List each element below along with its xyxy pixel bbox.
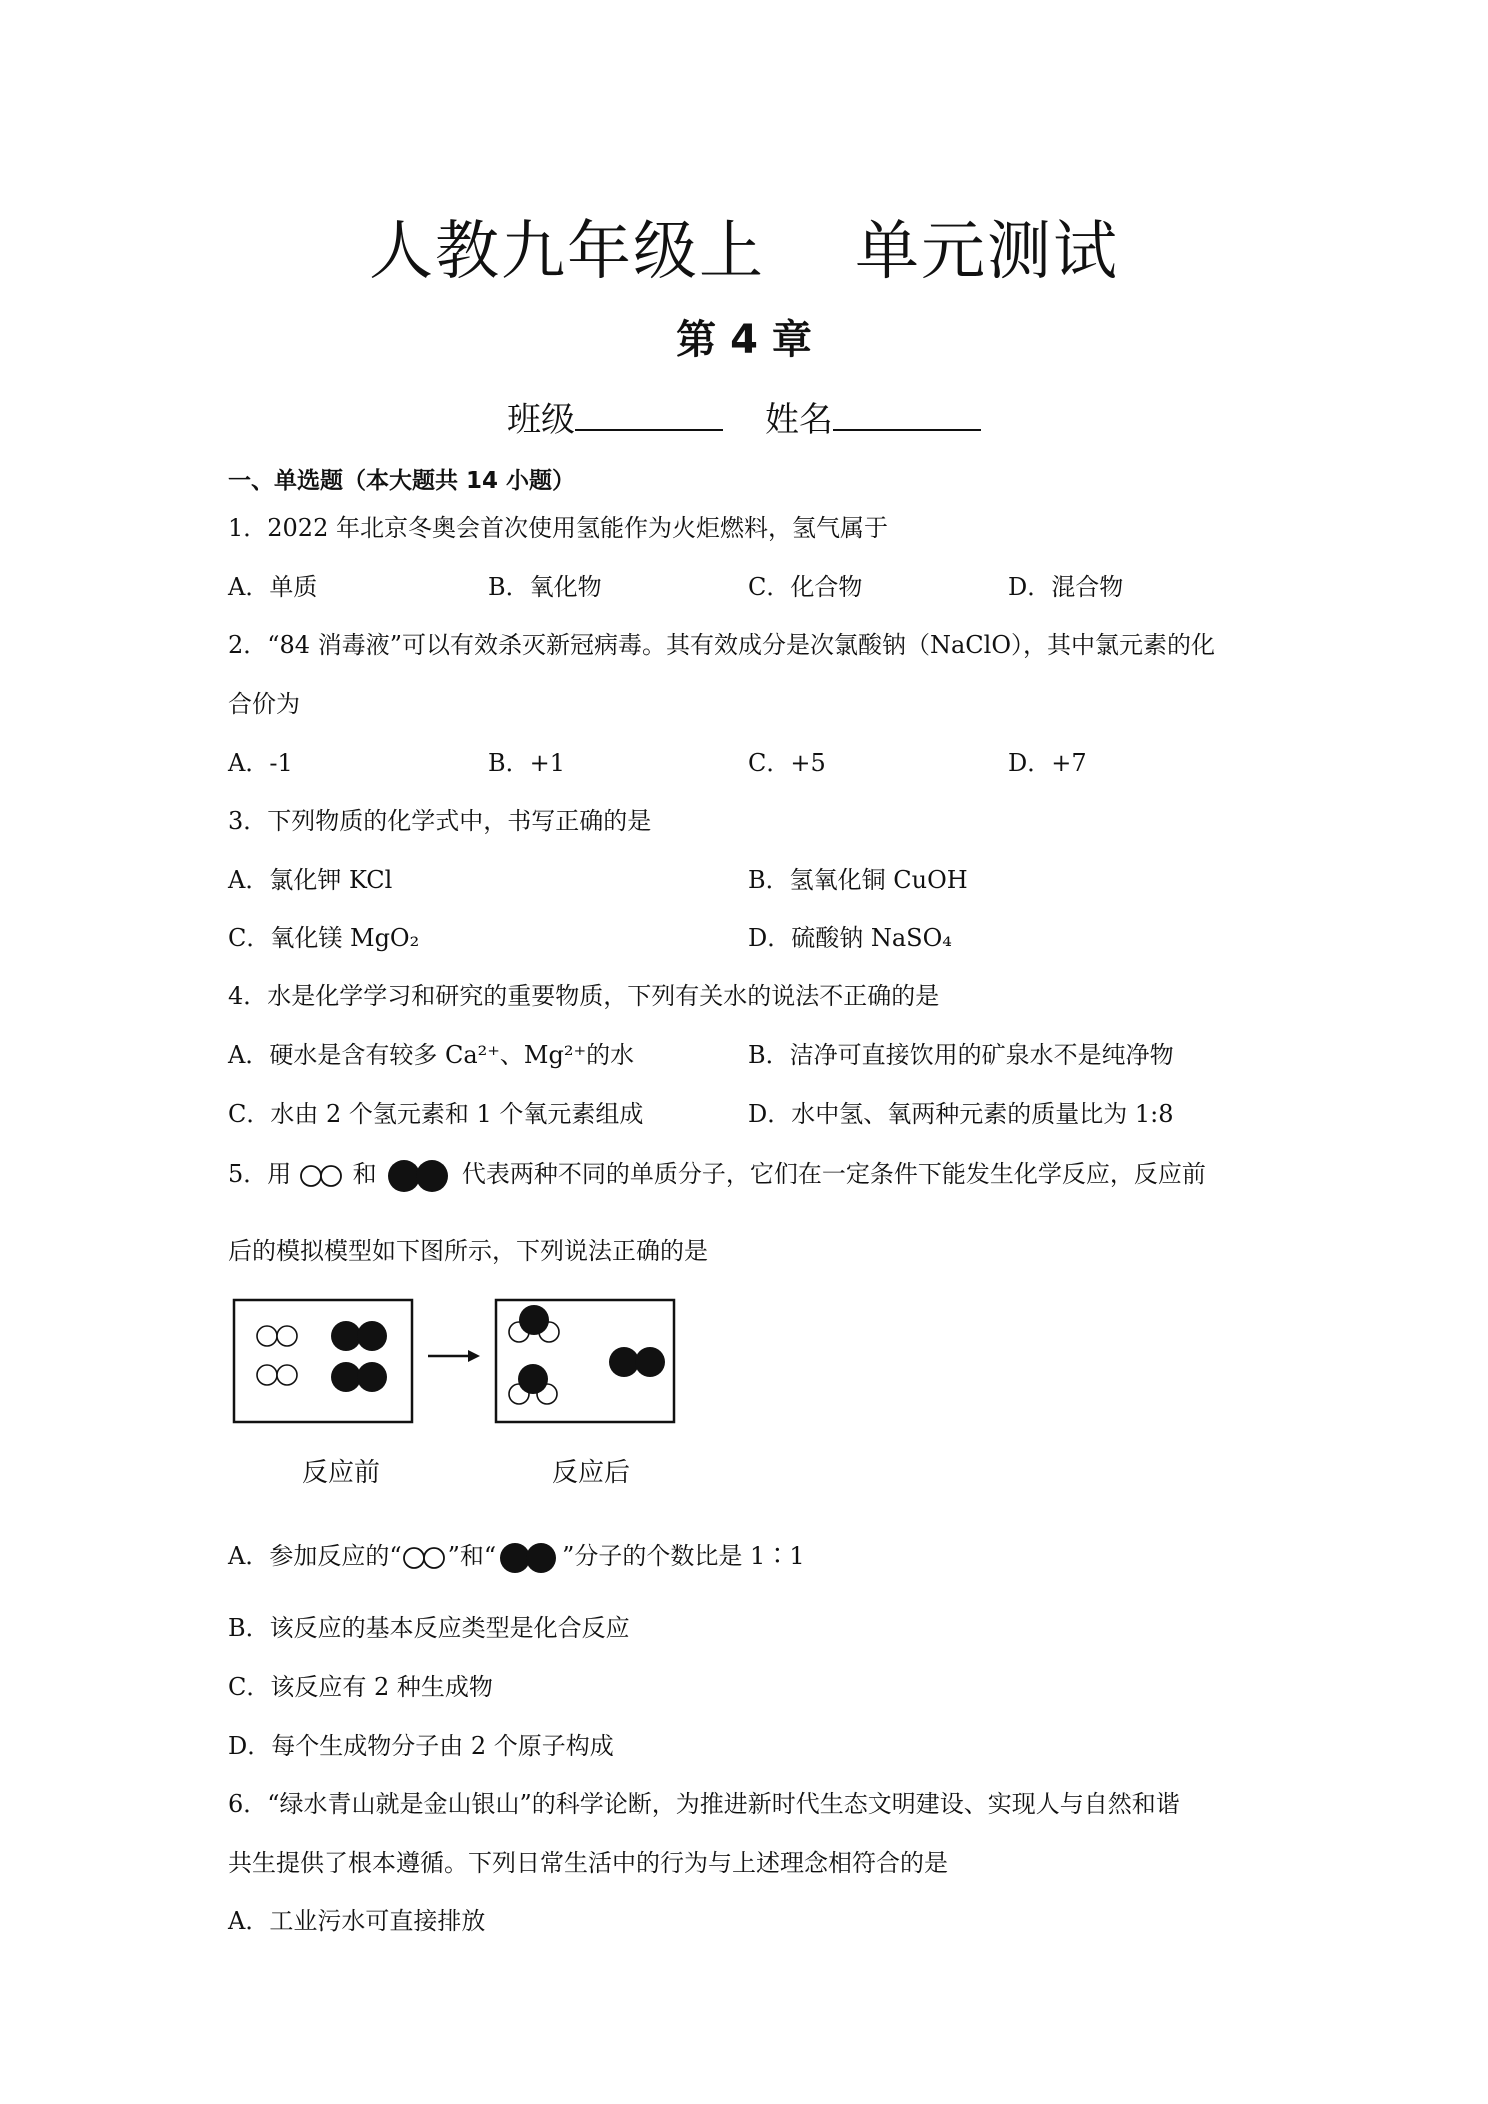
question-2-option-b: B．+1	[488, 749, 566, 777]
question-3-stem: 3．下列物质的化学式中，书写正确的是	[228, 807, 652, 835]
question-5-stem-line-2: 后的模拟模型如下图所示，下列说法正确的是	[228, 1237, 708, 1265]
question-5-option-b: B．该反应的基本反应类型是化合反应	[228, 1614, 630, 1642]
question-4-option-a: A．硬水是含有较多 Ca²⁺、Mg²⁺的水	[228, 1041, 635, 1069]
class-blank[interactable]	[575, 399, 723, 431]
diagram-label-after: 反应后	[552, 1458, 631, 1488]
white-molecule-icon	[299, 1162, 345, 1190]
question-3-option-b: B．氢氧化铜 CuOH	[748, 866, 968, 894]
name-label: 姓名	[765, 400, 833, 440]
question-5-option-c: C．该反应有 2 种生成物	[228, 1673, 493, 1701]
question-6-stem-line-2: 共生提供了根本遵循。下列日常生活中的行为与上述理念相符合的是	[228, 1849, 948, 1877]
question-2-stem-line-2: 合价为	[228, 690, 300, 718]
question-3-option-a: A．氯化钾 KCl	[228, 866, 393, 894]
question-1-option-b: B．氧化物	[488, 573, 602, 601]
question-2-option-d: D．+7	[1008, 749, 1087, 777]
white-molecule-icon	[402, 1544, 448, 1572]
student-info-line	[0, 392, 1488, 441]
question-1-option-c: C．化合物	[748, 573, 863, 601]
before-white-molecules	[257, 1326, 297, 1385]
after-black-molecule	[609, 1347, 665, 1377]
question-4-option-b: B．洁净可直接饮用的矿泉水不是纯净物	[748, 1041, 1174, 1069]
diagram-label-before: 反应前	[302, 1458, 381, 1488]
question-3-option-d: D．硫酸钠 NaSO₄	[748, 924, 952, 952]
before-black-molecules	[331, 1321, 387, 1392]
reaction-model-diagram	[232, 1298, 682, 1498]
reaction-arrow	[428, 1350, 480, 1362]
question-5-stem-line-1: 5．用 和 代表两种不同的单质分子，它们在一定条件下能发生化学反应，反应前	[228, 1154, 1206, 1195]
question-5-option-d: D．每个生成物分子由 2 个原子构成	[228, 1732, 614, 1760]
question-2-option-c: C．+5	[748, 749, 826, 777]
name-blank[interactable]	[833, 399, 981, 431]
class-label: 班级	[507, 400, 575, 440]
question-6-stem-line-1: 6．“绿水青山就是金山银山”的科学论断，为推进新时代生态文明建设、实现人与自然和谐	[228, 1790, 1180, 1818]
page-title	[0, 200, 1488, 292]
title-left: 人教九年级上	[369, 215, 765, 289]
question-3-option-c: C．氧化镁 MgO₂	[228, 924, 420, 952]
question-4-option-c: C．水由 2 个氢元素和 1 个氧元素组成	[228, 1100, 644, 1128]
question-1-stem: 1．2022 年北京冬奥会首次使用氢能作为火炬燃料，氢气属于	[228, 514, 888, 542]
question-4-option-d: D．水中氢、氧两种元素的质量比为 1:8	[748, 1100, 1174, 1128]
question-6-option-a: A．工业污水可直接排放	[228, 1907, 486, 1935]
before-box	[234, 1300, 412, 1422]
question-2-option-a: A．-1	[228, 749, 293, 777]
title-right: 单元测试	[855, 215, 1119, 289]
black-molecule-icon	[384, 1157, 454, 1195]
question-5-option-a: A．参加反应的“ ”和“ ”分子的个数比是 1∶1	[228, 1536, 805, 1576]
question-2-stem-line-1: 2．“84 消毒液”可以有效杀灭新冠病毒。其有效成分是次氯酸钠（NaClO），其中氯元素的化	[228, 631, 1215, 659]
chapter-heading: 第 4 章	[676, 317, 812, 363]
after-product-molecules	[509, 1305, 559, 1404]
question-1-option-a: A．单质	[228, 573, 318, 601]
question-4-stem: 4．水是化学学习和研究的重要物质，下列有关水的说法不正确的是	[228, 982, 940, 1010]
section-heading: 一、单选题（本大题共 14 小题）	[228, 468, 576, 494]
question-1-option-d: D．混合物	[1008, 573, 1124, 601]
black-molecule-icon	[496, 1540, 562, 1576]
